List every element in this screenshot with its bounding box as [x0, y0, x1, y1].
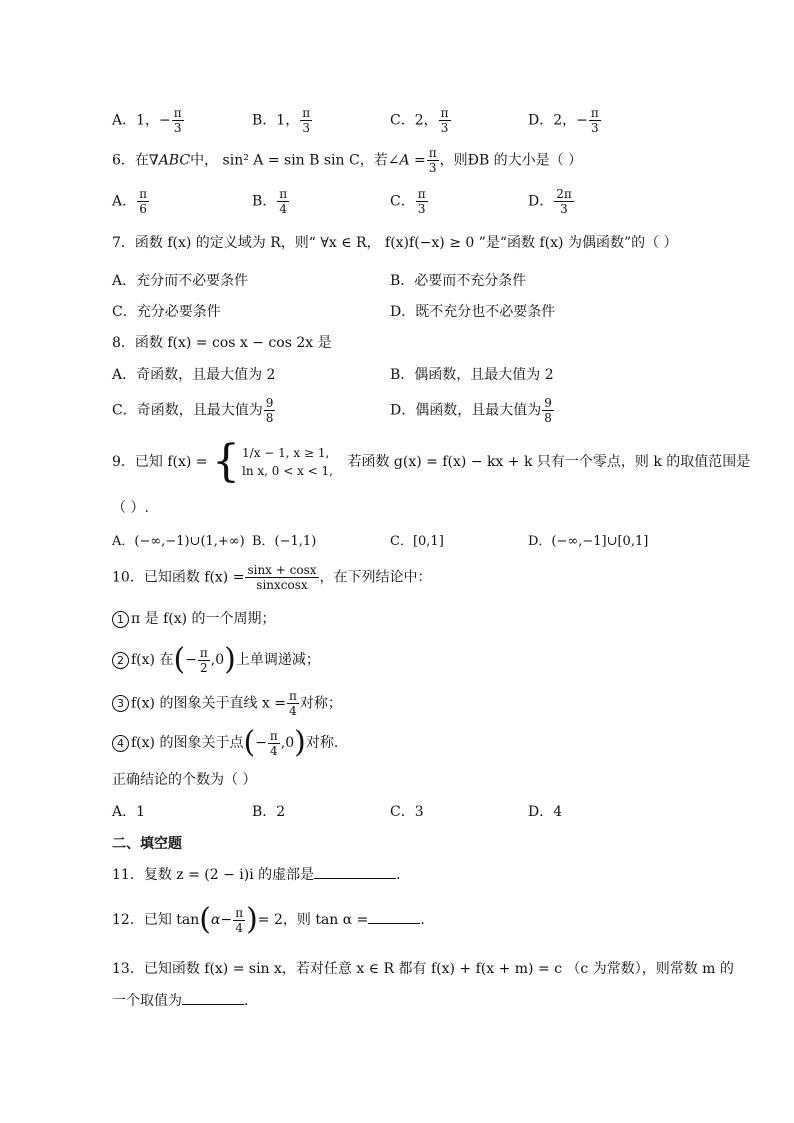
fraction: $\frac{\pi}{3}$ [417, 187, 426, 216]
question-12: 12．已知 tan(α− $\frac{\pi}{4}$ )= 2，则 tan α = . [112, 902, 425, 937]
circled-number: 3 [112, 695, 129, 712]
q6-option-a[interactable]: A． $\frac{\pi}{6}$ [112, 187, 148, 216]
circled-number: 2 [112, 652, 129, 669]
piecewise-definition: { 1/x − 1, x ≥ 1, ln x, 0 < x < 1, [212, 436, 333, 487]
q6-option-d[interactable]: D． $\frac{2\pi}{3}$ [528, 187, 572, 216]
q5-option-d[interactable]: D．2，− $\frac{\pi}{3}$ [528, 106, 599, 135]
circled-number: 4 [112, 735, 129, 752]
fraction: $\frac{\pi}{2}$ [199, 645, 208, 675]
question-10: 10．已知函数 f(x) = $\frac{\sin x + \cos x}{\text{sinxcosx}}$ ，在下列结论中： [112, 563, 432, 592]
q9-option-b[interactable]: B．(−1,1) [252, 534, 317, 549]
fraction: $\frac{\pi}{4}$ [269, 728, 278, 758]
q7-option-c[interactable]: C．充分必要条件 [112, 304, 221, 320]
q10-statement-4: 4 f(x) 的图象关于点(− $\frac{\pi}{4}$ ,0)对称. [112, 728, 338, 758]
q10-option-b[interactable]: B．2 [252, 804, 286, 820]
q8-option-b[interactable]: B．偶函数，且最大值为 2 [390, 367, 554, 383]
question-11: 11．复数 z = (2 − i)i 的虚部是 . [112, 864, 401, 884]
q8-option-d[interactable]: D．偶函数，且最大值为 $\frac{9}{8}$ [390, 396, 552, 425]
q5-option-b[interactable]: B．1， $\frac{\pi}{3}$ [252, 106, 311, 135]
q10-statement-3: 3 f(x) 的图象关于直线 x = $\frac{\pi}{4}$ 对称； [112, 689, 342, 718]
fraction: $\frac{9}{8}$ [544, 396, 552, 425]
question-6: 6．在∇ABC中， sin² A = sin B sin C，若∠A = $\frac{\pi}{3}$ ，则ÐB 的大小是（ ） [112, 146, 583, 175]
fraction: $\frac{2\pi}{3}$ [556, 187, 572, 216]
fraction: $\frac{\pi}{4}$ [235, 905, 244, 935]
question-7: 7．函数 f(x) 的定义域为 R，则“ ∀x ∈ R， f(x)f(−x) ≥ 0 ”是“函数 f(x) 为偶函数”的（ ） [112, 235, 678, 251]
fraction: $\frac{\pi}{3}$ [173, 106, 182, 135]
q9-option-d[interactable]: D．(−∞,−1]∪[0,1] [528, 534, 649, 549]
brace-icon: { [212, 436, 240, 487]
q6-option-c[interactable]: C． $\frac{\pi}{3}$ [390, 187, 426, 216]
q10-option-c[interactable]: C．3 [390, 804, 424, 820]
fraction: $\frac{\pi}{3}$ [428, 146, 437, 175]
question-10-prompt: 正确结论的个数为（ ） [112, 772, 257, 788]
answer-blank[interactable] [182, 990, 244, 1005]
q7-option-d[interactable]: D．既不充分也不必要条件 [390, 304, 556, 320]
q7-option-a[interactable]: A．充分而不必要条件 [112, 273, 249, 289]
q6-option-b[interactable]: B． $\frac{\pi}{4}$ [252, 187, 288, 216]
question-9: 9．已知 f(x) = { 1/x − 1, x ≥ 1, ln x, 0 < x < 1, 若函数 g(x) = f(x) − kx + k 只有一个零点，则 k 的取值范围是 [112, 436, 751, 487]
fraction: $\frac{\pi}{6}$ [139, 187, 148, 216]
fraction: $\frac{\sin x + \cos x}{\text{sinxcosx}}$ [247, 563, 317, 592]
q9-option-c[interactable]: C．[0,1] [390, 534, 444, 549]
q8-option-a[interactable]: A．奇函数，且最大值为 2 [112, 367, 276, 383]
question-9-tail: （ ）. [112, 500, 149, 516]
circled-number: 1 [112, 611, 129, 628]
fraction: $\frac{\pi}{3}$ [440, 106, 449, 135]
q10-option-a[interactable]: A．1 [112, 804, 146, 820]
question-8: 8．函数 f(x) = cos x − cos 2x 是 [112, 335, 332, 351]
q5-option-c[interactable]: C．2， $\frac{\pi}{3}$ [390, 106, 449, 135]
fraction: $\frac{\pi}{4}$ [288, 689, 297, 718]
answer-blank[interactable] [368, 909, 420, 924]
question-13-line2: 一个取值为 . [112, 990, 248, 1010]
fraction: $\frac{\pi}{3}$ [302, 106, 311, 135]
q7-option-b[interactable]: B．必要而不充分条件 [390, 273, 527, 289]
answer-blank[interactable] [314, 864, 396, 879]
q10-statement-2: 2 f(x) 在(− $\frac{\pi}{2}$ ,0)上单调递减； [112, 645, 320, 675]
q10-option-d[interactable]: D．4 [528, 804, 563, 820]
question-13: 13．已知函数 f(x) = sin x，若对任意 x ∈ R 都有 f(x) + f(x + m) = c （c 为常数），则常数 m 的 [112, 961, 734, 977]
fraction: $\frac{9}{8}$ [265, 396, 274, 425]
q5-option-a[interactable]: A．1，− $\frac{\pi}{3}$ [112, 106, 182, 135]
q10-statement-1: 1 π 是 f(x) 的一个周期； [112, 608, 276, 628]
section-heading: 二、填空题 [112, 836, 182, 852]
fraction: $\frac{\pi}{3}$ [590, 106, 599, 135]
q8-option-c[interactable]: C．奇函数，且最大值为 $\frac{9}{8}$ [112, 396, 274, 425]
fraction: $\frac{\pi}{4}$ [279, 187, 288, 216]
q9-option-a[interactable]: A．(−∞,−1)∪(1,+∞) [112, 534, 245, 549]
